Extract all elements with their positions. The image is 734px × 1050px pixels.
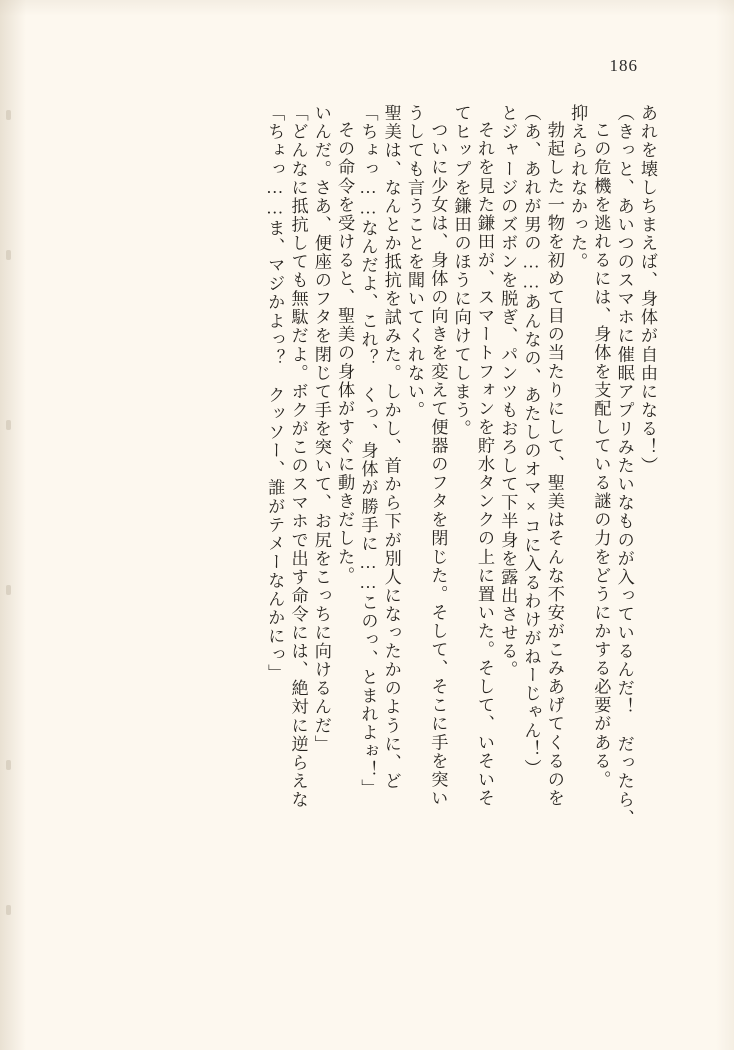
text-line: てヒップを鎌田のほうに向けてしまう。 [451,104,471,438]
margin-mark [6,420,11,430]
margin-mark [6,110,11,120]
text-line: 「どんなに抵抗しても無駄だよ。ボクがこのスマホで出す命令には、絶対に逆らえな [288,104,308,809]
text-line: 勃起した一物を初めて目の当たりにして、聖美はそんな不安がこみあげてくるのを [544,121,564,808]
text-line: 抑えられなかった。 [568,104,588,271]
text-line: いんだ。さあ、便座のフタを閉じて手を突いて、お尻をこっちに向けるんだ」 [311,104,331,754]
text-line: 「ちょっ……なんだよ、これ？ くっ、身体が勝手に……このっ、とまれよぉ！」 [358,104,378,798]
text-line: ついに少女は、身体の向きを変えて便器のフタを閉じた。そして、そこに手を突い [428,121,448,808]
text-line: この危機を逃れるには、身体を支配している謎の力をどうにかする必要がある。 [591,121,611,789]
text-line: それを見た鎌田が、スマートフォンを貯水タンクの上に置いた。そして、いそいそ [474,121,494,808]
margin-mark [6,585,11,595]
text-line: 聖美は、なんとか抵抗を試みた。しかし、首から下が別人になったかのように、ど [381,104,401,791]
page-number: 186 [609,56,638,75]
body-text [260,104,656,984]
text-line: その命令を受けると、聖美の身体がすぐに動きだした。 [335,121,355,585]
text-line: うしても言うことを聞いてくれない。 [405,104,425,420]
text-line: とジャージのズボンを脱ぎ、パンツもおろして下半身を露出させる。 [498,104,518,680]
margin-mark [6,250,11,260]
text-line: 「ちょっ……ま、マジかよっ？ クッソー、誰がテメーなんかにっ」 [265,104,285,683]
text-line: あれを壊しちまえば、身体が自由になる！） [638,104,657,475]
margin-mark [6,760,11,770]
margin-mark [6,905,11,915]
text-line: （きっと、あいつのスマホに催眠アプリみたいなものが入っているんだ！ だったら、 [614,104,634,828]
text-line: （あ、あれが男の……あんなの、あたしのオマ×コに入るわけがねーじゃん！） [521,104,541,778]
